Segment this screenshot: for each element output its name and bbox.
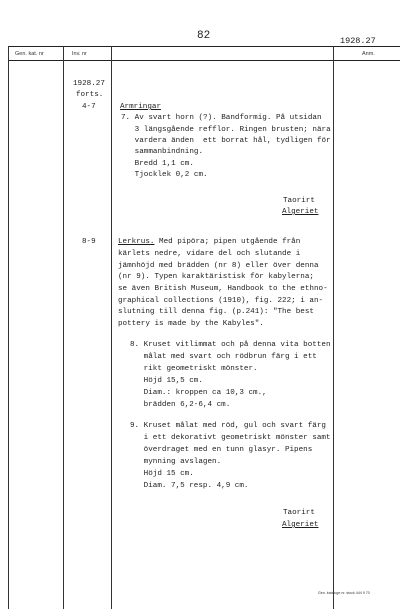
item9-line: överdraget med en tunn glasyr. Pipens [130,446,313,454]
section2-line: kärlets nedre, vidare del och slutande i [118,250,301,258]
left-range-1: 4-7 [82,103,96,111]
section2-line: Med pipöra; pipen utgående från [154,238,301,246]
left-range-2: 8-9 [82,238,96,246]
col-line-1 [63,46,64,609]
section2-line: se även British Museum, Handbook to the ethno- [118,285,328,293]
section2-region: Algeriet [282,521,319,529]
section2-place: Taorirt [283,509,315,517]
section1-line: 3 längsgående refflor. Ringen brusten; nära [121,126,331,134]
item9-line: mynning avslagen. [130,458,222,466]
col-line-3 [333,46,334,609]
section2-first-line [118,237,300,247]
section1-line: vardera änden ett borrat hål, tydligen för [121,137,331,145]
section2-line: jämnhöjd med brädden (nr 8) eller över denna [118,262,319,270]
page-number: 82 [197,30,211,42]
item8-line: målat med svart och rödbrun färg i ett [130,353,317,361]
item8-line: 8. Kruset vitlimmat och på denna vita botten [130,341,331,349]
section2-title: Lerkrus. [118,238,155,246]
item9-line: Höjd 15 cm. [130,470,194,478]
header-gen-kat: Gen. kat. nr [15,51,44,57]
section1-line: Tjocklek 0,2 cm. [121,171,208,179]
section1-line: Bredd 1,1 cm. [121,160,194,168]
year-top: 1928.27 [340,36,376,46]
section1-title: Armringar [120,103,162,111]
header-inv: Inv. nr [72,51,87,57]
header-bottom-rule [8,60,400,61]
item8-line: brädden 6,2-6,4 cm. [130,401,231,409]
left-year: 1928.27 [73,80,105,88]
header-top-rule [8,46,400,47]
item8-line: Höjd 15,5 cm. [130,377,203,385]
item9-line: i ett dekorativt geometriskt mönster samt [130,434,331,442]
item9-line: 9. Kruset målat med röd, gul och svart färg [130,422,326,430]
header-anm: Anm. [362,51,375,57]
section1-line: sammanbindning. [121,148,204,156]
left-forts: forts. [76,91,104,99]
item8-line: rikt geometriskt mönster. [130,365,258,373]
section2-line: slutning till denna fig. (p.241): "The best [118,308,314,316]
section1-line: 7. Av svart horn (?). Bandformig. På utsidan [121,114,322,122]
col-line-2 [111,46,112,609]
section2-line: graphical collections (1910), fig. 222; i an- [118,297,324,305]
section2-line: pottery is made by the Kabyles". [118,320,264,328]
footer-print: Gen. kataloge nr. stock 444 9 70 [318,591,370,595]
item8-line: Diam.: kroppen ca 10,3 cm., [130,389,267,397]
col-line-left [8,46,9,609]
section2-line: (nr 9). Typen karaktäristisk för kabylerna; [118,273,314,281]
section1-region: Algeriet [282,208,319,216]
section1-place: Taorirt [283,197,315,205]
item9-line: Diam. 7,5 resp. 4,9 cm. [130,482,249,490]
